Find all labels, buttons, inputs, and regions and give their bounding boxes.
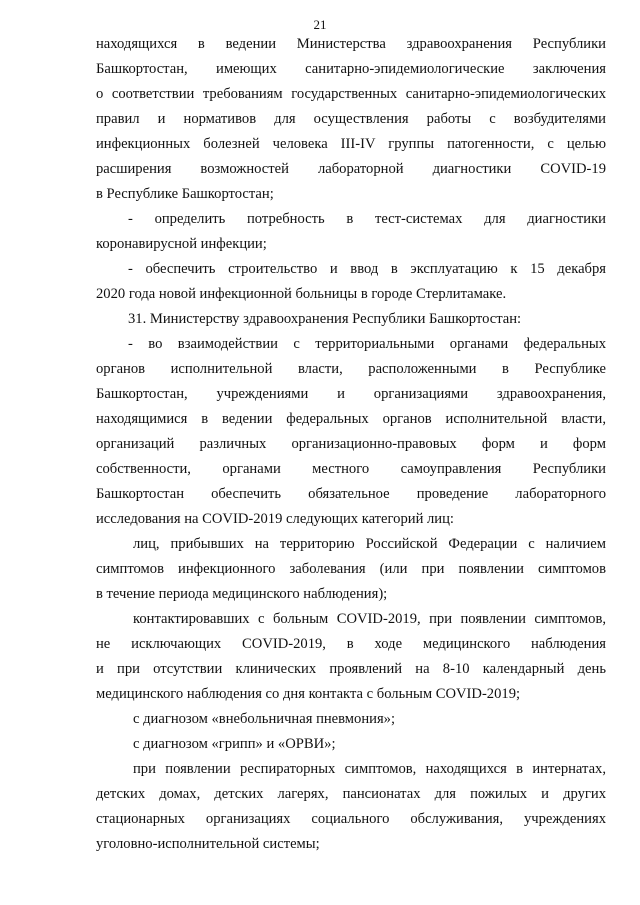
text-line: Башкортостан, имеющих санитарно-эпидемиологические заключения — [96, 61, 606, 77]
text-line: не исключающих COVID-2019, в ходе медицинского наблюдения — [96, 636, 606, 652]
text-line: контактировавших с больным COVID-2019, при появлении симптомов, — [133, 611, 606, 627]
page-number: 21 — [313, 17, 327, 32]
text-line: детских домах, детских лагерях, пансионатах для пожилых и других — [96, 786, 606, 802]
text-line: органов исполнительной власти, расположенными в Республике — [96, 361, 606, 377]
text-line: - определить потребность в тест-системах для диагностики — [128, 211, 606, 227]
text-line: Башкортостан обеспечить обязательное проведение лабораторного — [96, 486, 606, 502]
text-line: - обеспечить строительство и ввод в эксплуатацию к 15 декабря — [128, 261, 606, 277]
text-line: исследования на COVID-2019 следующих категорий лиц: — [96, 511, 454, 527]
text-line: симптомов инфекционного заболевания (или при появлении симптомов — [96, 561, 606, 577]
text-line: находящихся в ведении Министерства здравоохранения Республики — [96, 36, 606, 52]
text-line: в течение периода медицинского наблюдения); — [96, 586, 388, 602]
text-line: с диагнозом «грипп» и «ОРВИ»; — [133, 736, 336, 752]
text-line: о соответствии требованиям государственных санитарно-эпидемиологических — [96, 86, 606, 102]
text-line: находящимися в ведении федеральных органов исполнительной власти, — [96, 411, 606, 427]
text-line: 2020 года новой инфекционной больницы в городе Стерлитамаке. — [96, 286, 507, 302]
text-line: лиц, прибывших на территорию Российской Федерации с наличием — [133, 536, 606, 552]
text-line: расширения возможностей лабораторной диагностики COVID-19 — [96, 161, 606, 177]
text-line: коронавирусной инфекции; — [96, 236, 267, 252]
text-line: организаций различных организационно-правовых форм и форм — [96, 436, 606, 452]
text-line: стационарных организациях социального обслуживания, учреждениях — [96, 811, 606, 827]
text-line: с диагнозом «внебольничная пневмония»; — [133, 711, 396, 727]
text-line: в Республике Башкортостан; — [96, 186, 274, 202]
text-line: правил и нормативов для осуществления работы с возбудителями — [96, 111, 606, 127]
text-line: и при отсутствии клинических проявлений на 8-10 календарный день — [96, 661, 606, 677]
text-line: Башкортостан, учреждениями и организациями здравоохранения, — [96, 386, 606, 402]
text-line: медицинского наблюдения со дня контакта с больным COVID-2019; — [96, 686, 521, 702]
text-line: собственности, органами местного самоуправления Республики — [96, 461, 606, 477]
text-line: при появлении респираторных симптомов, находящихся в интернатах, — [133, 761, 606, 777]
text-line: инфекционных болезней человека III-IV группы патогенности, с целью — [96, 136, 606, 152]
text-line: - во взаимодействии с территориальными органами федеральных — [128, 336, 606, 352]
text-line: уголовно-исполнительной системы; — [96, 836, 320, 852]
text-line: 31. Министерству здравоохранения Республики Башкортостан: — [128, 311, 522, 327]
